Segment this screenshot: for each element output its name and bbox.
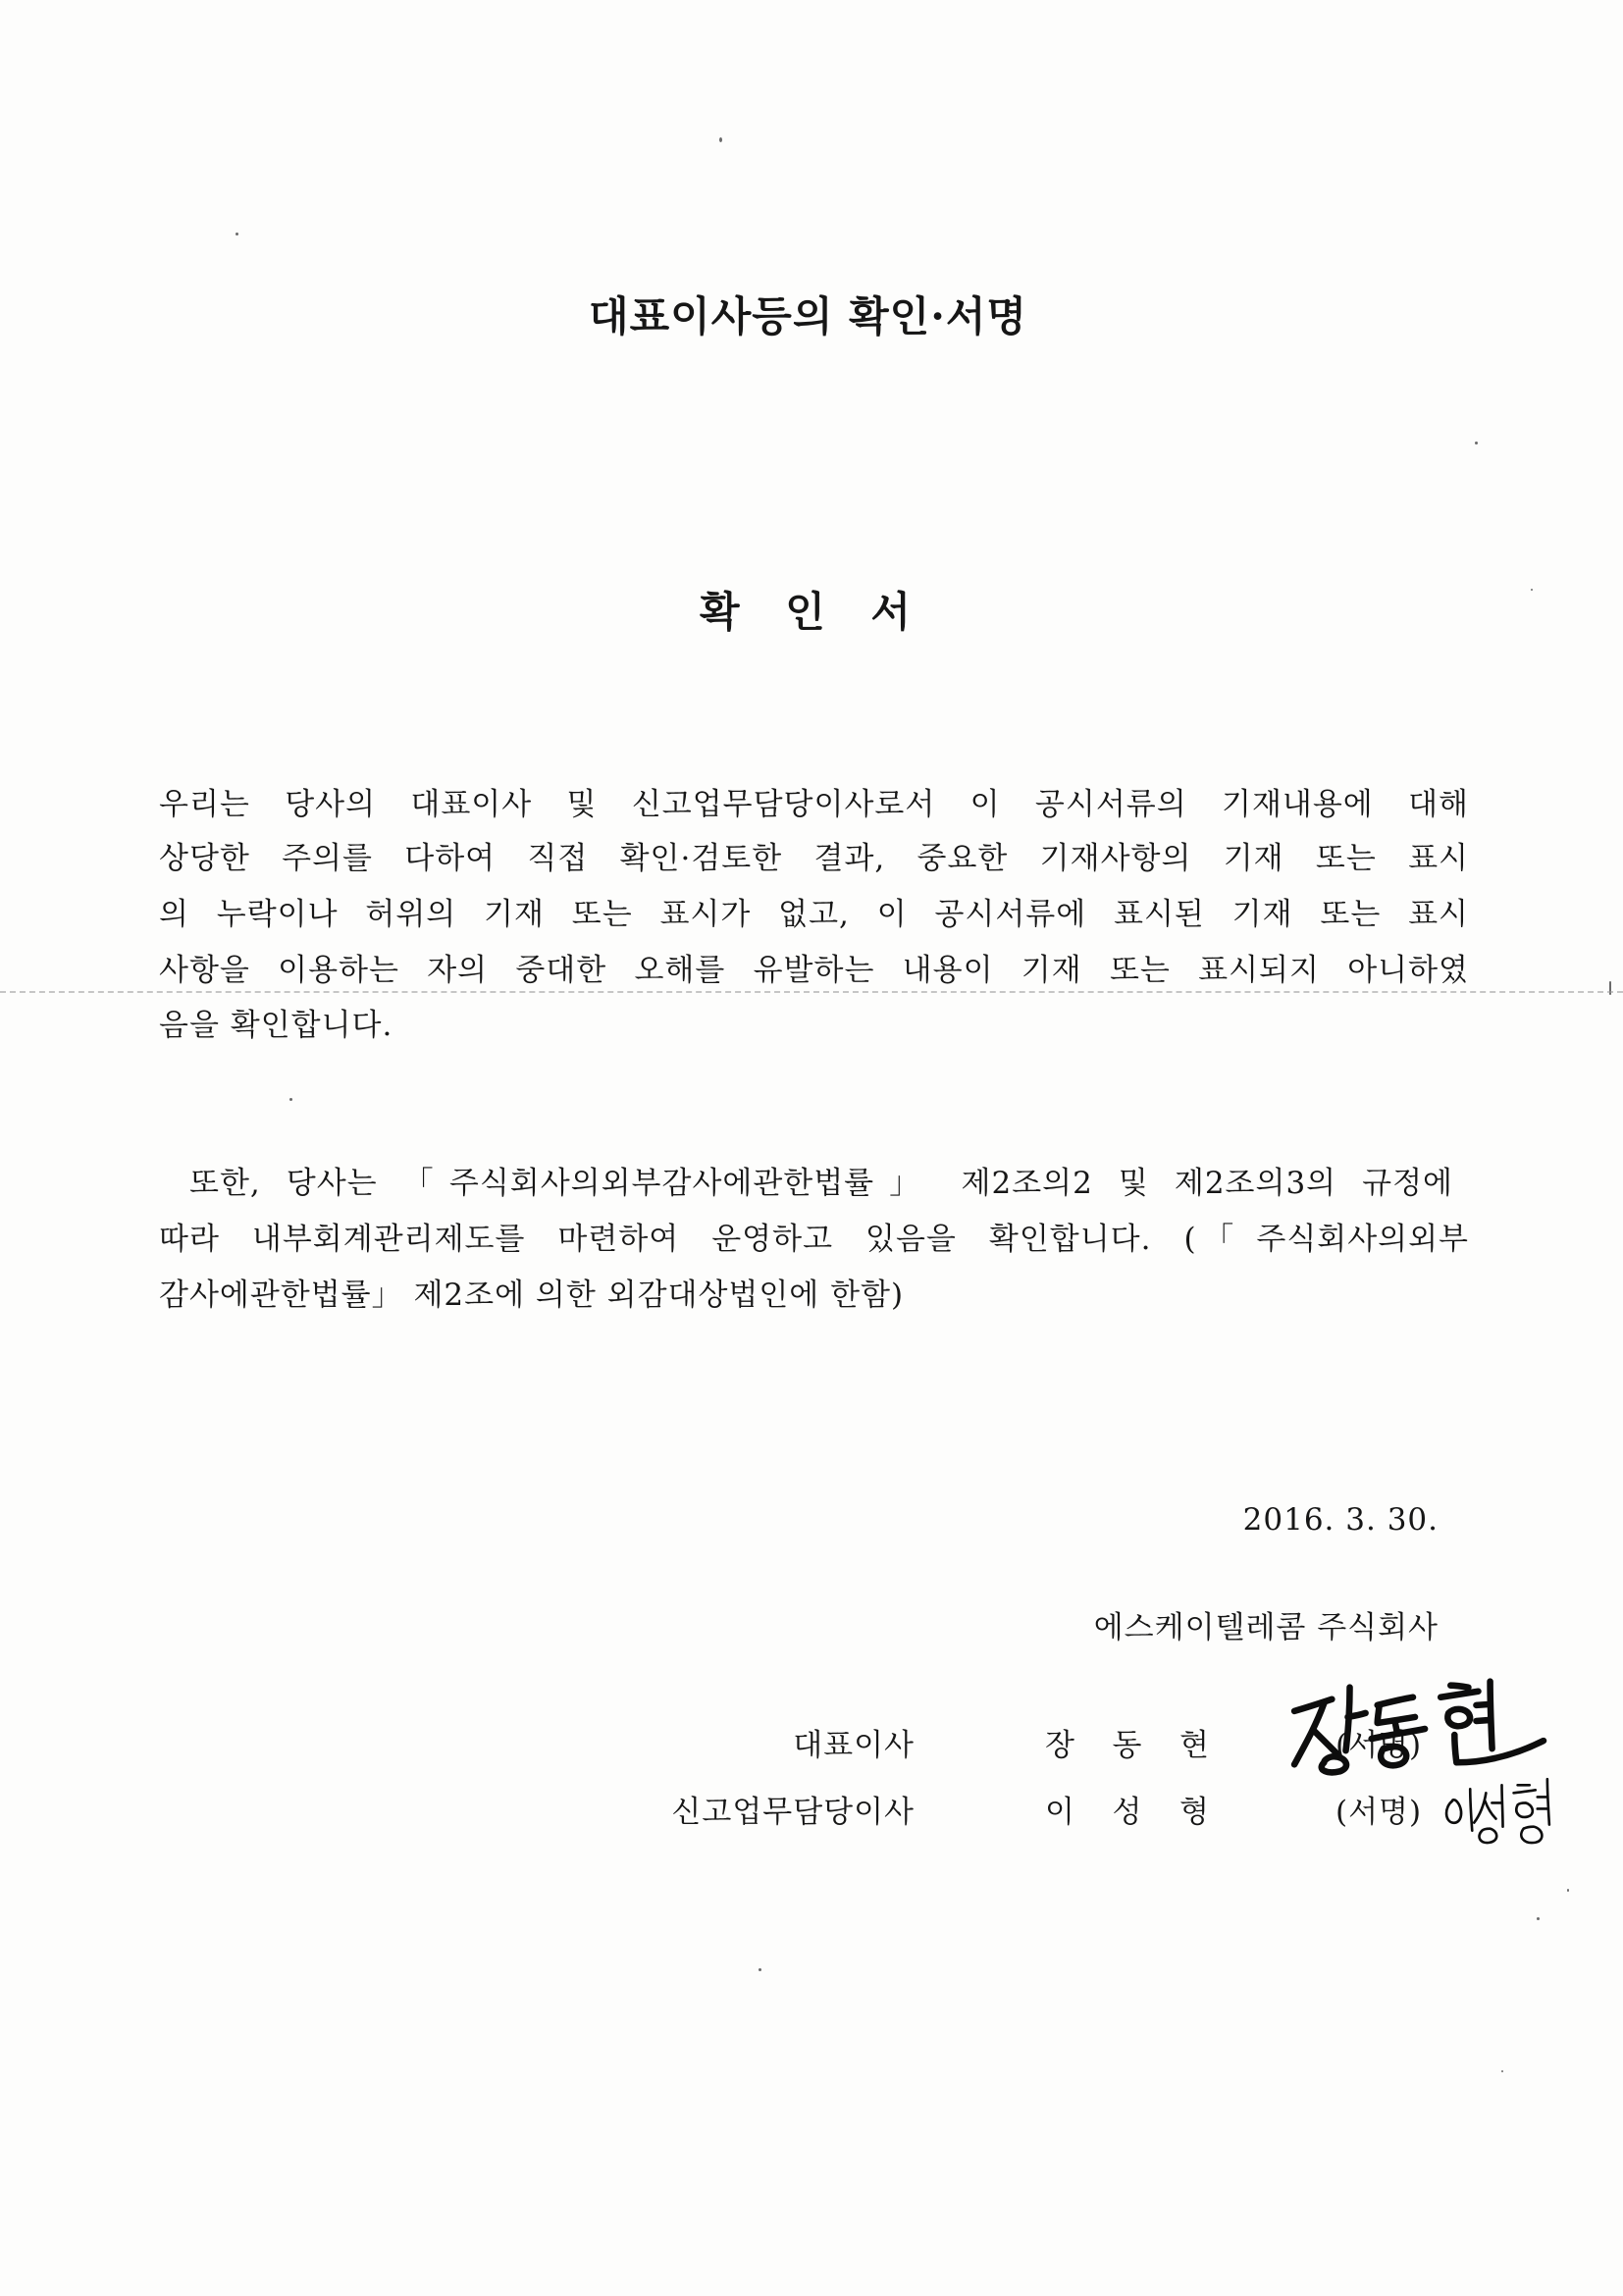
scan-speck bbox=[236, 233, 238, 235]
company-name: 에스케이텔레콤 주식회사 bbox=[1093, 1610, 1439, 1645]
signature-stroke bbox=[1476, 1704, 1490, 1705]
signature-stroke bbox=[1479, 1829, 1496, 1843]
paragraph-line: 음을 확인합니다. bbox=[159, 1008, 393, 1043]
signature-stroke bbox=[1378, 1697, 1413, 1705]
signature-stroke bbox=[1476, 1720, 1490, 1721]
scan-speck bbox=[1501, 2070, 1503, 2072]
signature-stroke bbox=[1322, 1756, 1346, 1772]
signature-label: (서명) bbox=[1335, 1795, 1423, 1830]
signature-stroke bbox=[1474, 1793, 1486, 1822]
paragraph-line: 우리는 당사의 대표이사 및 신고업무담당이사로서 이 공시서류의 기재내용에 대해 bbox=[159, 787, 1469, 822]
signature-label: (서명) bbox=[1335, 1728, 1423, 1763]
signatory-name: 장 동 현 bbox=[1045, 1728, 1210, 1763]
signature-stroke bbox=[1447, 1709, 1470, 1726]
signature-stroke bbox=[1348, 1713, 1366, 1717]
signature-stroke bbox=[1501, 1785, 1502, 1826]
document-subtitle: 확 인 서 bbox=[700, 588, 911, 636]
scan-speck bbox=[1531, 589, 1533, 591]
signature-stroke bbox=[1440, 1692, 1478, 1697]
signature-stroke bbox=[1516, 1802, 1532, 1817]
scan-speck bbox=[719, 137, 722, 142]
signature-stroke bbox=[1470, 1789, 1472, 1830]
handwritten-signature bbox=[1281, 1676, 1547, 1778]
signature-strokes bbox=[1446, 1779, 1549, 1843]
signature-stroke bbox=[1450, 1686, 1468, 1688]
signature-stroke bbox=[1491, 1682, 1492, 1749]
scan-speck bbox=[759, 1968, 761, 1971]
paragraph-line: 또한, 당사는 「주식회사의외부감사에관한법률」 제2조의2 및 제2조의3의 규정에 bbox=[189, 1166, 1453, 1201]
signatory-name: 이 성 형 bbox=[1045, 1795, 1210, 1830]
signature-stroke bbox=[1514, 1790, 1536, 1793]
paragraph-line: 따라 내부회계관리제도를 마련하여 운영하고 있음을 확인합니다. (「주식회사의외부 bbox=[159, 1222, 1469, 1257]
signature-stroke bbox=[1521, 1827, 1542, 1843]
signature-stroke bbox=[1454, 1735, 1544, 1762]
paragraph-line: 의 누락이나 허위의 기재 또는 표시가 없고, 이 공시서류에 표시된 기재 또는 표시 bbox=[159, 897, 1469, 932]
signature-stroke bbox=[1381, 1747, 1406, 1765]
scan-fold-line bbox=[0, 991, 1623, 993]
scan-speck bbox=[1537, 1917, 1540, 1920]
document-date: 2016. 3. 30. bbox=[1242, 1502, 1439, 1538]
signatory-role: 신고업무담당이사 bbox=[671, 1795, 915, 1830]
signature-stroke bbox=[1314, 1731, 1337, 1754]
paragraph-line: 감사에관한법률」 제2조에 의한 외감대상법인에 한함) bbox=[159, 1278, 905, 1313]
signatory-role: 대표이사 bbox=[793, 1728, 915, 1763]
paragraph-line: 상당한 주의를 다하여 직접 확인·검토한 결과, 중요한 기재사항의 기재 또는 표시 bbox=[159, 841, 1469, 876]
scan-speck bbox=[1567, 1889, 1569, 1892]
signature-stroke bbox=[1446, 1800, 1461, 1823]
paragraph-line: 사항을 이용하는 자의 중대한 오해를 유발하는 내용이 기재 또는 표시되지 아니하였 bbox=[159, 953, 1469, 988]
scan-speck bbox=[289, 1098, 292, 1101]
signature-strokes bbox=[1294, 1682, 1544, 1773]
handwritten-signature bbox=[1440, 1774, 1564, 1848]
scan-speck bbox=[1475, 442, 1478, 444]
document-title: 대표이사등의 확인·서명 bbox=[589, 292, 1027, 340]
signature-stroke bbox=[1547, 1779, 1549, 1824]
